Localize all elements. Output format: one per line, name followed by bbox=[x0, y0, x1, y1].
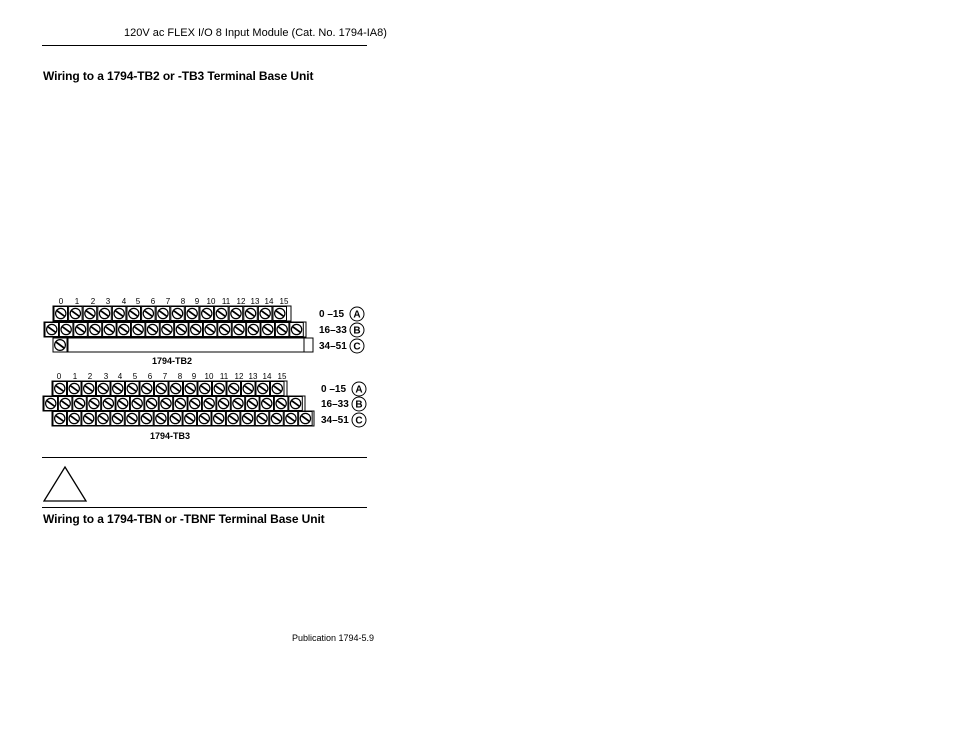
screw-terminal-icon bbox=[96, 412, 110, 426]
terminal-number-label: 3 bbox=[103, 372, 109, 381]
screw-terminal-icon bbox=[202, 397, 216, 411]
screw-terminal-icon bbox=[116, 397, 130, 411]
screw-terminal-icon bbox=[54, 307, 68, 321]
warning-triangle-icon bbox=[43, 465, 89, 508]
screw-terminal-icon bbox=[203, 323, 217, 337]
screw-terminal-icon bbox=[290, 323, 304, 337]
screw-terminal-icon bbox=[130, 397, 144, 411]
terminal-number-label: 0 bbox=[56, 372, 62, 381]
screw-terminal-icon bbox=[58, 397, 72, 411]
screw-terminal-icon bbox=[169, 412, 183, 426]
row-letter-label: A bbox=[353, 309, 361, 321]
screw-terminal-icon bbox=[200, 307, 214, 321]
screw-terminal-icon bbox=[155, 382, 169, 396]
screw-terminal-icon bbox=[171, 307, 185, 321]
screw-terminal-icon bbox=[260, 397, 274, 411]
screw-terminal-icon bbox=[159, 397, 173, 411]
screw-terminal-icon bbox=[244, 307, 257, 321]
screw-terminal-icon bbox=[45, 323, 59, 337]
terminal-number-label: 5 bbox=[135, 297, 141, 306]
screw-terminal-icon bbox=[160, 323, 174, 337]
screw-terminal-icon bbox=[273, 307, 287, 321]
terminal-number-label: 13 bbox=[250, 297, 260, 306]
screw-terminal-icon bbox=[183, 412, 197, 426]
screw-terminal-icon bbox=[213, 382, 227, 396]
terminal-number-label: 14 bbox=[262, 372, 272, 381]
terminal-number-label: 15 bbox=[277, 372, 287, 381]
screw-terminal-icon bbox=[175, 323, 189, 337]
screw-terminal-icon bbox=[69, 307, 83, 321]
page-header-title: 120V ac FLEX I/O 8 Input Module (Cat. No. 1794-IA8) bbox=[124, 27, 387, 39]
terminal-number-label: 7 bbox=[162, 372, 168, 381]
screw-terminal-icon bbox=[82, 382, 96, 396]
terminal-number-label: 8 bbox=[177, 372, 183, 381]
screw-terminal-icon bbox=[127, 307, 141, 321]
section-heading-tb2-tb3: Wiring to a 1794-TB2 or -TB3 Terminal Base Unit bbox=[43, 69, 314, 83]
screw-terminal-icon bbox=[198, 382, 212, 396]
terminal-number-label: 8 bbox=[180, 297, 186, 306]
screw-terminal-icon bbox=[255, 412, 268, 426]
screw-terminal-icon bbox=[88, 323, 102, 337]
terminal-number-label: 4 bbox=[121, 297, 127, 306]
terminal-number-label: 12 bbox=[234, 372, 244, 381]
row-range-label: 0 –15 bbox=[321, 384, 347, 395]
tb3-label: 1794-TB3 bbox=[149, 431, 191, 441]
terminal-number-label: 5 bbox=[132, 372, 138, 381]
screw-terminal-icon bbox=[53, 338, 67, 352]
screw-terminal-icon bbox=[83, 307, 97, 321]
screw-terminal-icon bbox=[289, 397, 303, 411]
screw-terminal-icon bbox=[229, 307, 243, 321]
tb2-label: 1794-TB2 bbox=[151, 356, 193, 366]
screw-terminal-icon bbox=[68, 382, 82, 396]
screw-terminal-icon bbox=[73, 397, 87, 411]
screw-terminal-icon bbox=[299, 412, 313, 426]
screw-terminal-icon bbox=[226, 412, 240, 426]
screw-terminal-icon bbox=[87, 397, 101, 411]
terminal-number-label: 2 bbox=[90, 297, 96, 306]
terminal-number-label: 13 bbox=[248, 372, 258, 381]
row-range-label: 34–51 bbox=[321, 415, 349, 426]
screw-terminal-icon bbox=[247, 323, 261, 337]
terminal-number-label: 12 bbox=[236, 297, 246, 306]
row-range-label: 16–33 bbox=[321, 399, 349, 410]
screw-terminal-icon bbox=[218, 323, 232, 337]
screw-terminal-icon bbox=[188, 397, 202, 411]
screw-terminal-icon bbox=[98, 307, 112, 321]
screw-terminal-icon bbox=[103, 323, 117, 337]
screw-terminal-icon bbox=[242, 382, 256, 396]
screw-terminal-icon bbox=[241, 412, 255, 426]
row-letter-label: B bbox=[355, 399, 363, 411]
screw-terminal-icon bbox=[256, 382, 270, 396]
screw-terminal-icon bbox=[53, 412, 67, 426]
terminal-number-label: 2 bbox=[87, 372, 93, 381]
screw-terminal-icon bbox=[145, 397, 159, 411]
warning-bottom-rule bbox=[42, 507, 367, 508]
row-letter-label: C bbox=[353, 341, 361, 353]
row-range-label: 34–51 bbox=[319, 341, 347, 352]
screw-terminal-icon bbox=[270, 412, 284, 426]
screw-terminal-icon bbox=[142, 307, 156, 321]
screw-terminal-icon bbox=[212, 412, 226, 426]
screw-terminal-icon bbox=[274, 397, 288, 411]
terminal-number-label: 1 bbox=[72, 372, 78, 381]
warning-top-rule bbox=[42, 457, 367, 458]
screw-terminal-icon bbox=[125, 412, 139, 426]
screw-terminal-icon bbox=[53, 382, 67, 396]
screw-terminal-icon bbox=[189, 323, 203, 337]
screw-terminal-icon bbox=[227, 382, 241, 396]
row-letter-label: A bbox=[355, 384, 363, 396]
screw-terminal-icon bbox=[215, 307, 229, 321]
screw-terminal-icon bbox=[126, 382, 140, 396]
screw-terminal-icon bbox=[59, 323, 73, 337]
section-heading-tbn: Wiring to a 1794-TBN or -TBNF Terminal Base Unit bbox=[43, 512, 325, 526]
terminal-number-label: 7 bbox=[165, 297, 171, 306]
screw-terminal-icon bbox=[131, 323, 145, 337]
publication-number: Publication 1794-5.9 bbox=[292, 633, 375, 643]
terminal-number-label: 6 bbox=[150, 297, 156, 306]
screw-terminal-icon bbox=[111, 412, 125, 426]
terminal-number-label: 10 bbox=[204, 372, 214, 381]
terminal-number-label: 4 bbox=[117, 372, 123, 381]
terminal-number-label: 11 bbox=[219, 372, 229, 381]
terminal-number-label: 14 bbox=[264, 297, 274, 306]
row-range-label: 0 –15 bbox=[319, 309, 345, 320]
screw-terminal-icon bbox=[146, 323, 160, 337]
screw-terminal-icon bbox=[261, 323, 275, 337]
screw-terminal-icon bbox=[271, 382, 285, 396]
screw-terminal-icon bbox=[184, 382, 198, 396]
screw-terminal-icon bbox=[174, 397, 188, 411]
screw-terminal-icon bbox=[154, 412, 168, 426]
tb2-row-c-frame bbox=[53, 338, 313, 352]
screw-terminal-icon bbox=[44, 397, 58, 411]
tb2-row-c-end-terminal bbox=[304, 338, 313, 352]
terminal-number-label: 9 bbox=[191, 372, 197, 381]
terminal-number-label: 9 bbox=[194, 297, 200, 306]
tb3-terminal-base-diagram bbox=[43, 372, 366, 441]
screw-terminal-icon bbox=[102, 397, 116, 411]
screw-terminal-icon bbox=[67, 412, 81, 426]
screw-terminal-icon bbox=[246, 397, 260, 411]
terminal-number-label: 3 bbox=[105, 297, 111, 306]
screw-terminal-icon bbox=[198, 412, 212, 426]
terminal-number-label: 6 bbox=[147, 372, 153, 381]
terminal-number-label: 10 bbox=[206, 297, 216, 306]
screw-terminal-icon bbox=[169, 382, 183, 396]
screw-terminal-icon bbox=[217, 397, 231, 411]
screw-terminal-icon bbox=[82, 412, 96, 426]
row-letter-label: B bbox=[353, 325, 361, 337]
terminal-number-label: 1 bbox=[74, 297, 80, 306]
screw-terminal-icon bbox=[185, 307, 199, 321]
terminal-number-label: 15 bbox=[279, 297, 289, 306]
screw-terminal-icon bbox=[74, 323, 88, 337]
screw-terminal-icon bbox=[232, 323, 246, 337]
screw-terminal-icon bbox=[117, 323, 131, 337]
tb2-terminal-base-diagram bbox=[44, 297, 364, 366]
screw-terminal-icon bbox=[258, 307, 272, 321]
screw-terminal-icon bbox=[140, 382, 154, 396]
screw-terminal-icon bbox=[111, 382, 125, 396]
terminal-number-label: 11 bbox=[221, 297, 231, 306]
screw-terminal-icon bbox=[140, 412, 154, 426]
screw-terminal-icon bbox=[284, 412, 298, 426]
screw-terminal-icon bbox=[156, 307, 170, 321]
screw-terminal-icon bbox=[231, 397, 245, 411]
row-letter-label: C bbox=[355, 415, 363, 427]
screw-terminal-icon bbox=[97, 382, 111, 396]
terminal-number-label: 0 bbox=[58, 297, 64, 306]
screw-terminal-icon bbox=[275, 323, 289, 337]
screw-terminal-icon bbox=[112, 307, 126, 321]
row-range-label: 16–33 bbox=[319, 325, 347, 336]
